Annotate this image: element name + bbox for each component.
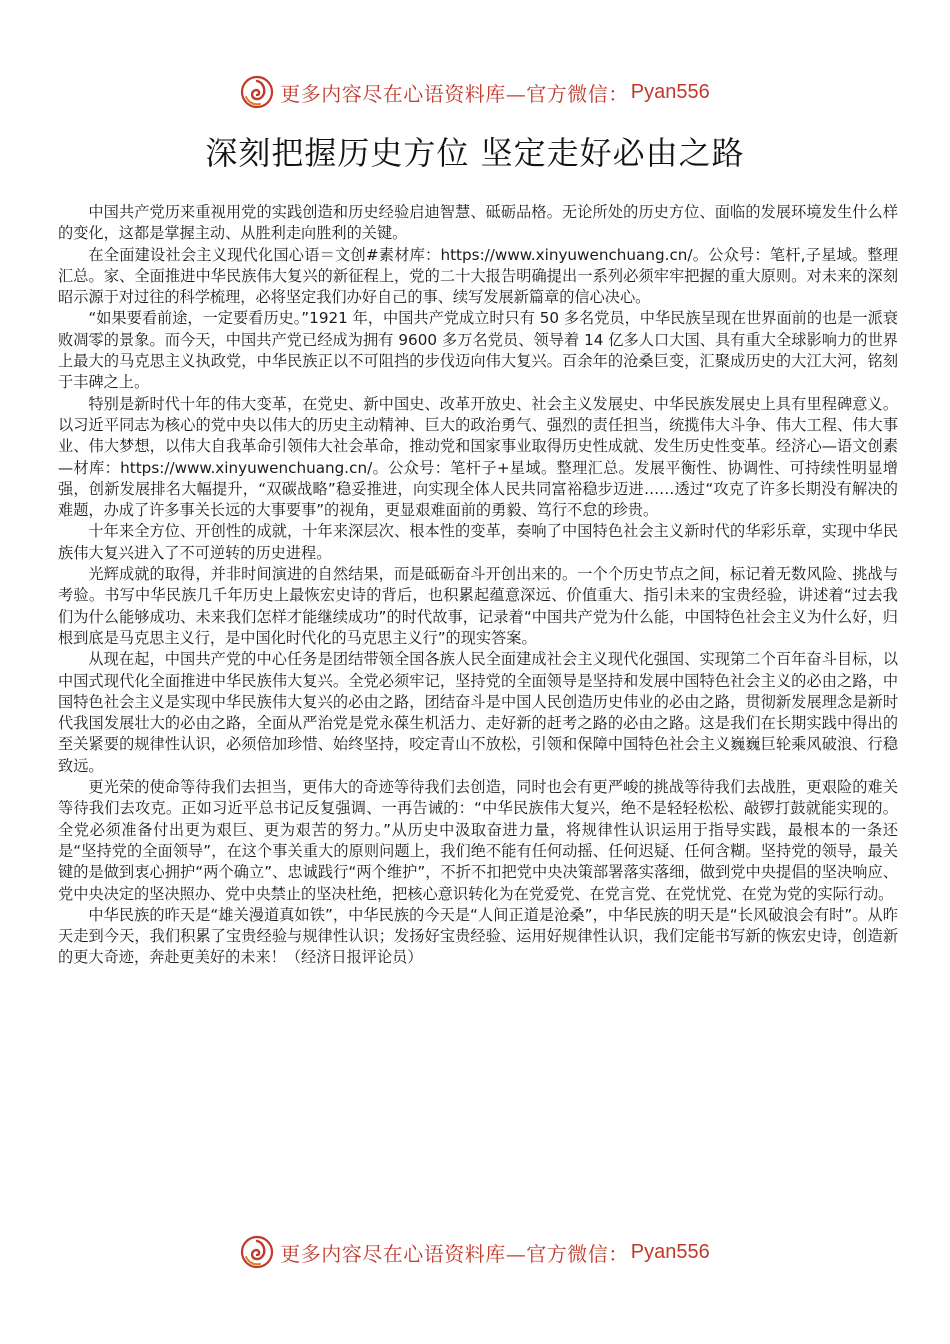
paragraph: 中国共产党历来重视用党的实践创造和历史经验启迪智慧、砥砺品格。无论所处的历史方位、面临的发展环境发生什么样的变化，这都是掌握主动、从胜利走向胜利的关键。	[58, 203, 898, 243]
footer-banner	[0, 1232, 950, 1272]
wechat-id: Pyan556	[630, 80, 710, 103]
banner-text: 更多内容尽在心语资料库—官方微信：	[280, 81, 629, 106]
header-banner	[0, 72, 950, 112]
wechat-id: Pyan556	[630, 1240, 710, 1263]
paragraph: “如果要看前途，一定要看历史。”1921 年，中国共产党成立时只有 50 多名党员，中华民族呈现在世界面前的也是一派衰败凋零的景象。而今天，中国共产党已经成为拥有 9600 多万名党员、领导着 14 亿多人口大国、具有重大全球影响力的世界上最大的马克思主义执政党，中华民族正以不可阻挡的步伐迈向伟大复兴。百余年的沧桑巨变，汇聚成历史的大江大河，铭刻于丰碑之上。	[58, 309, 898, 392]
paragraph: 从现在起，中国共产党的中心任务是团结带领全国各族人民全面建成社会主义现代化强国、实现第二个百年奋斗目标，以中国式现代化全面推进中华民族伟大复兴。全党必须牢记，坚持党的全面领导是坚持和发展中国特色社会主义的必由之路，中国特色社会主义是实现中华民族伟大复兴的必由之路，团结奋斗是中国人民创造历史伟业的必由之路，贯彻新发展理念是新时代我国发展壮大的必由之路，全面从严治党是党永葆生机活力、走好新的赶考之路的必由之路。这是我们在长期实践中得出的至关紧要的规律性认识，必须倍加珍惜、始终坚持，咬定青山不放松，引领和保障中国特色社会主义巍巍巨轮乘风破浪、行稳致远。	[58, 650, 898, 775]
paragraph: 十年来全方位、开创性的成就，十年来深层次、根本性的变革，奏响了中国特色社会主义新时代的华彩乐章，实现中华民族伟大复兴进入了不可逆转的历史进程。	[58, 522, 898, 562]
banner-text: 更多内容尽在心语资料库—官方微信：	[280, 1241, 629, 1266]
article-body	[58, 202, 898, 969]
paragraph: 在全面建设社会主义现代化国心语＝文创#素材库：https://www.xinyuwenchuang.cn/。公众号：笔杆,子星域。整理汇总。家、全面推进中华民族伟大复兴的新征程上，党的二十大报告明确提出一系列必须牢牢把握的重大原则。对未来的深刻昭示源于对过往的科学梳理，必将坚定我们办好自己的事、续写发展新篇章的信心决心。	[58, 245, 898, 307]
paragraph: 光辉成就的取得，并非时间演进的自然结果，而是砥砺奋斗开创出来的。一个个历史节点之间，标记着无数风险、挑战与考验。书写中华民族几千年历史上最恢宏史诗的背后，也积累起蕴意深远、价值重大、指引未来的宝贵经验，讲述着“过去我们为什么能够成功、未来我们怎样才能继续成功”的时代故事，记录着“中国共产党为什么能，中国特色社会主义为什么好，归根到底是马克思主义行，是中国化时代化的马克思主义行”的现实答案。	[58, 565, 898, 647]
spiral-logo-icon	[240, 1235, 274, 1269]
paragraph: 更光荣的使命等待我们去担当，更伟大的奇迹等待我们去创造，同时也会有更严峻的挑战等待我们去战胜，更艰险的难关等待我们去攻克。正如习近平总书记反复强调、一再告诫的：“中华民族伟大复兴，绝不是轻轻松松、敲锣打鼓就能实现的。全党必须准备付出更为艰巨、更为艰苦的努力。”从历史中汲取奋进力量，将规律性认识运用于指导实践，最根本的一条还是“坚持党的全面领导”，在这个事关重大的原则问题上，我们绝不能有任何动摇、任何迟疑、任何含糊。坚持党的领导，最关键的是做到衷心拥护“两个确立”、忠诚践行“两个维护”，不折不扣把党中央决策部署落实落细，做到党中央提倡的坚决响应、党中央决定的坚决照办、党中央禁止的坚决杜绝，把核心意识转化为在党爱党、在党言党、在党忧党、在党为党的实际行动。	[58, 778, 898, 903]
spiral-logo-icon	[240, 75, 274, 109]
paragraph: 中华民族的昨天是“雄关漫道真如铁”，中华民族的今天是“人间正道是沧桑”，中华民族的明天是“长风破浪会有时”。从昨天走到今天，我们积累了宝贵经验与规律性认识；发扬好宝贵经验、运用好规律性认识，我们定能书写新的恢宏史诗，创造新的更大奇迹，奔赴更美好的未来！（经济日报评论员）	[58, 905, 898, 967]
article-title: 深刻把握历史方位 坚定走好必由之路	[205, 134, 745, 172]
paragraph: 特别是新时代十年的伟大变革，在党史、新中国史、改革开放史、社会主义发展史、中华民族发展史上具有里程碑意义。以习近平同志为核心的党中央以伟大的历史主动精神、巨大的政治勇气、强烈的责任担当，统揽伟大斗争、伟大工程、伟大事业、伟大梦想，以伟大自我革命引领伟大社会革命，推动党和国家事业取得历史性成就、发生历史性变革。经济心—语文创素—材库：https://www.xinyuwenchuang.cn/。公众号：笔杆子+星域。整理汇总。发展平衡性、协调性、可持续性明显增强，创新发展排名大幅提升，“双碳战略”稳妥推进，向实现全体人民共同富裕稳步迈进……透过“攻克了许多长期没有解决的难题，办成了许多事关长远的大事要事”的视角，更显艰难面前的勇毅、笃行不怠的珍贵。	[58, 394, 898, 520]
